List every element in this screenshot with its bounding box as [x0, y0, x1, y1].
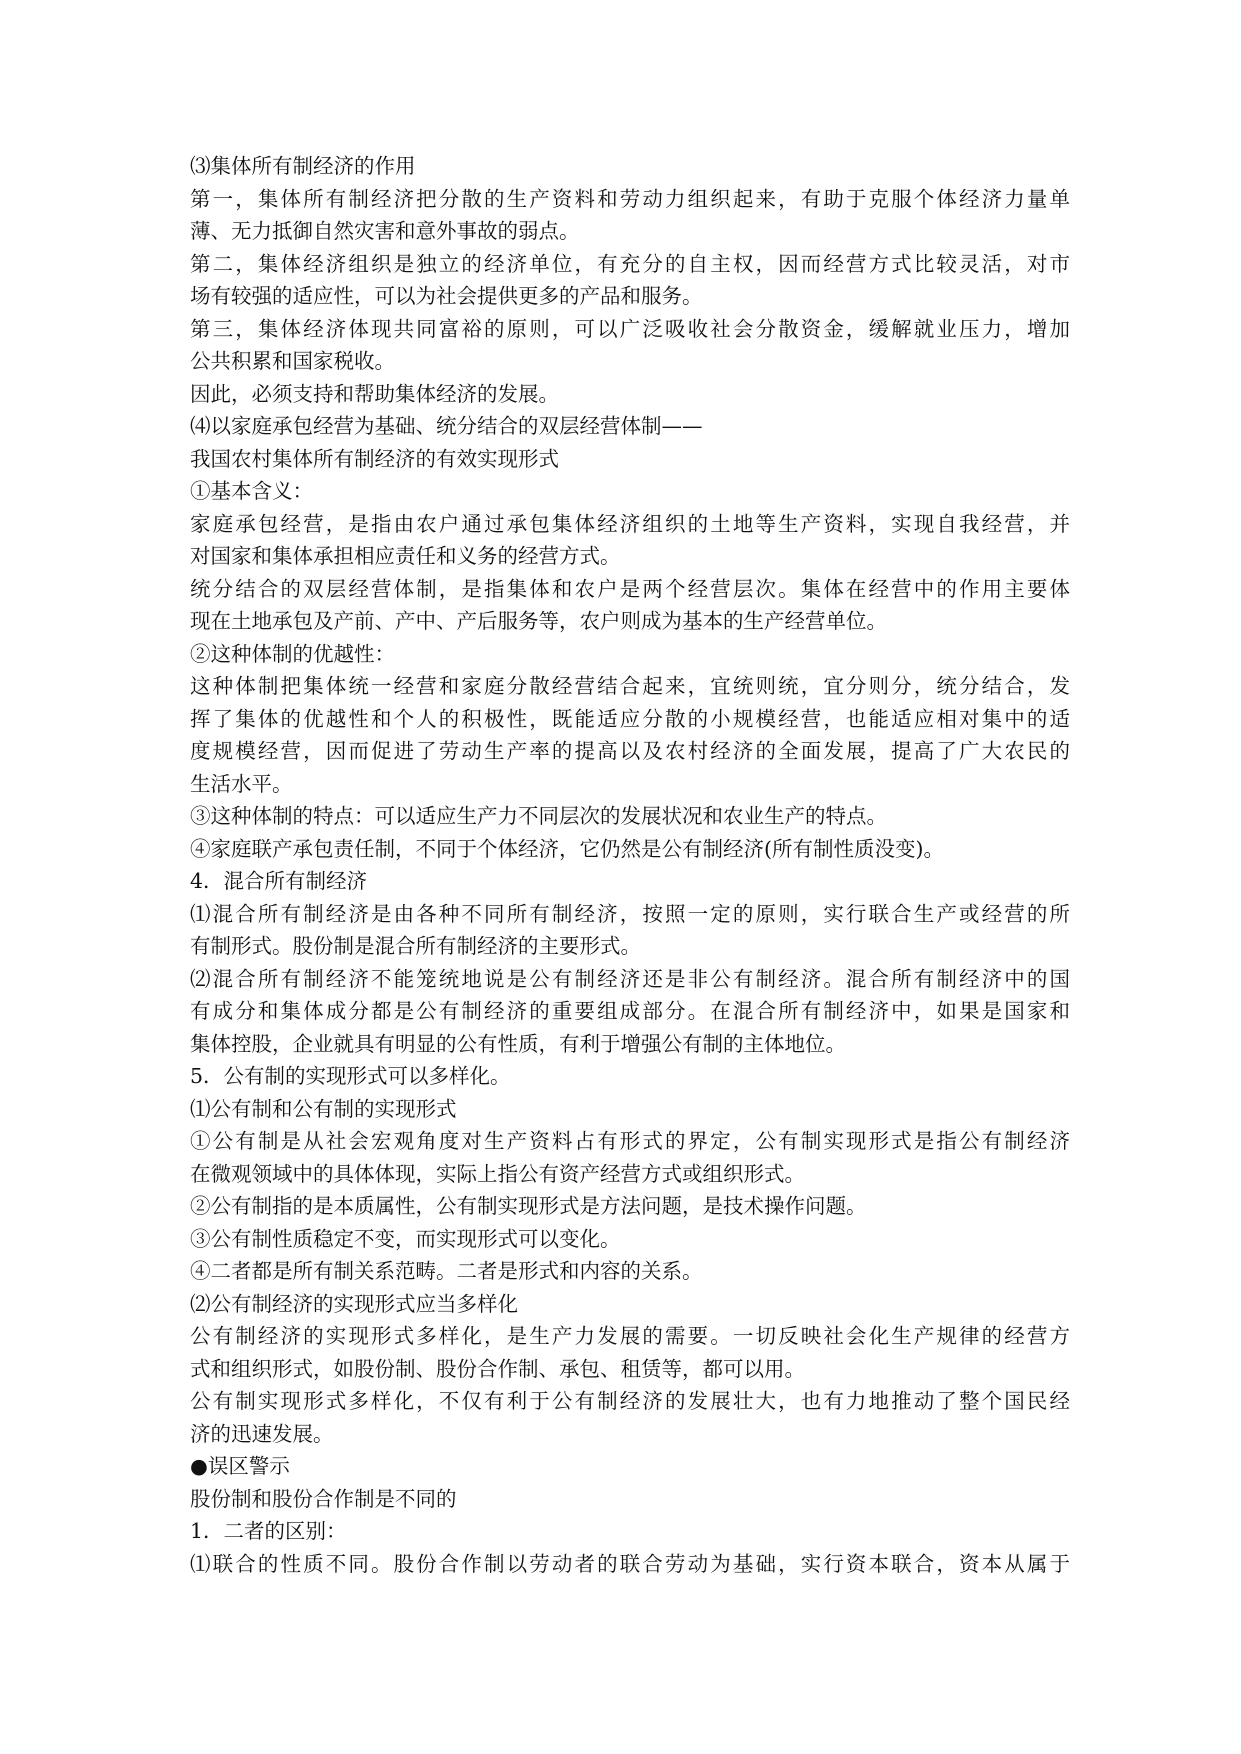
text-line: 对国家和集体承担相应责任和义务的经营方式。 [190, 544, 621, 568]
text-line: 济的迅速发展。 [190, 1421, 334, 1446]
text-line: 我国农村集体所有制经济的有效实现形式 [190, 446, 559, 471]
text-line: ④二者都是所有制关系范畴。二者是形式和内容的关系。 [190, 1259, 703, 1283]
text-line: 现在土地承包及产前、产中、产后服务等，农户则成为基本的生产经营单位。 [190, 609, 887, 633]
text-line: 5．公有制的实现形式可以多样化。 [190, 1064, 511, 1088]
text-line: 集体控股，企业就具有明显的公有性质，有利于增强公有制的主体地位。 [190, 1031, 846, 1056]
text-line: ⑷以家庭承包经营为基础、统分结合的双层经营体制—— [190, 414, 703, 438]
text-line: 公共积累和国家税收。 [190, 349, 395, 373]
text-line: 家庭承包经营，是指由农户通过承包集体经济组织的土地等生产资料，实现自我经营，并 [190, 511, 1070, 536]
text-line: 因此，必须支持和帮助集体经济的发展。 [190, 381, 559, 406]
text-line: 公有制实现形式多样化，不仅有利于公有制经济的发展壮大，也有力地推动了整个国民经 [190, 1389, 1070, 1413]
text-line: 有制形式。股份制是混合所有制经济的主要形式。 [190, 934, 641, 958]
text-line: ⑵公有制经济的实现形式应当多样化 [190, 1291, 518, 1316]
text-line: 式和组织形式，如股份制、股份合作制、承包、租赁等，都可以用。 [190, 1356, 805, 1381]
text-line: 第一，集体所有制经济把分散的生产资料和劳动力组织起来，有助于克服个体经济力量单 [190, 186, 1070, 211]
text-line: ①基本含义： [190, 479, 313, 503]
text-line: 场有较强的适应性，可以为社会提供更多的产品和服务。 [190, 284, 703, 308]
text-line: 度规模经营，因而促进了劳动生产率的提高以及农村经济的全面发展，提高了广大农民的 [190, 739, 1070, 763]
text-line: 4．混合所有制经济 [190, 869, 368, 893]
text-line: ②公有制指的是本质属性，公有制实现形式是方法问题，是技术操作问题。 [190, 1194, 867, 1218]
text-line: 薄、无力抵御自然灾害和意外事故的弱点。 [190, 219, 580, 243]
text-line: ●误区警示 [190, 1454, 290, 1478]
text-line: ⑴联合的性质不同。股份合作制以劳动者的联合劳动为基础，实行资本联合，资本从属于 [190, 1551, 1070, 1576]
text-line: ③公有制性质稳定不变，而实现形式可以变化。 [190, 1226, 621, 1251]
text-line: ⑵混合所有制经济不能笼统地说是公有制经济还是非公有制经济。混合所有制经济中的国 [190, 966, 1070, 991]
text-line: 这种体制把集体统一经营和家庭分散经营结合起来，宜统则统，宜分则分，统分结合，发 [190, 674, 1070, 698]
text-line: ④家庭联产承包责任制，不同于个体经济，它仍然是公有制经济(所有制性质没变)。 [190, 836, 944, 861]
text-line: ⑴公有制和公有制的实现形式 [190, 1096, 457, 1121]
text-line: 统分结合的双层经营体制，是指集体和农户是两个经营层次。集体在经营中的作用主要体 [190, 576, 1070, 601]
text-line: 股份制和股份合作制是不同的 [190, 1486, 457, 1511]
text-line: 生活水平。 [190, 771, 293, 796]
text-line: 有成分和集体成分都是公有制经济的重要组成部分。在混合所有制经济中，如果是国家和 [190, 999, 1070, 1023]
text-line: 1．二者的区别： [190, 1519, 347, 1543]
text-line: ①公有制是从社会宏观角度对生产资料占有形式的界定，公有制实现形式是指公有制经济 [190, 1129, 1070, 1153]
text-line: ⑴混合所有制经济是由各种不同所有制经济，按照一定的原则，实行联合生产或经营的所 [190, 901, 1070, 926]
text-line: 公有制经济的实现形式多样化，是生产力发展的需要。一切反映社会化生产规律的经营方 [190, 1324, 1070, 1348]
text-line: ⑶集体所有制经济的作用 [190, 154, 416, 178]
text-line: 第三，集体经济体现共同富裕的原则，可以广泛吸收社会分散资金，缓解就业压力，增加 [190, 316, 1070, 341]
text-line: ③这种体制的特点：可以适应生产力不同层次的发展状况和农业生产的特点。 [190, 804, 887, 828]
text-line: ②这种体制的优越性： [190, 641, 395, 666]
text-line: 挥了集体的优越性和个人的积极性，既能适应分散的小规模经营，也能适应相对集中的适 [190, 706, 1070, 731]
document-page [190, 150, 1070, 1580]
text-line: 在微观领域中的具体体现，实际上指公有资产经营方式或组织形式。 [190, 1161, 805, 1186]
text-line: 第二，集体经济组织是独立的经济单位，有充分的自主权，因而经营方式比较灵活，对市 [190, 251, 1070, 276]
